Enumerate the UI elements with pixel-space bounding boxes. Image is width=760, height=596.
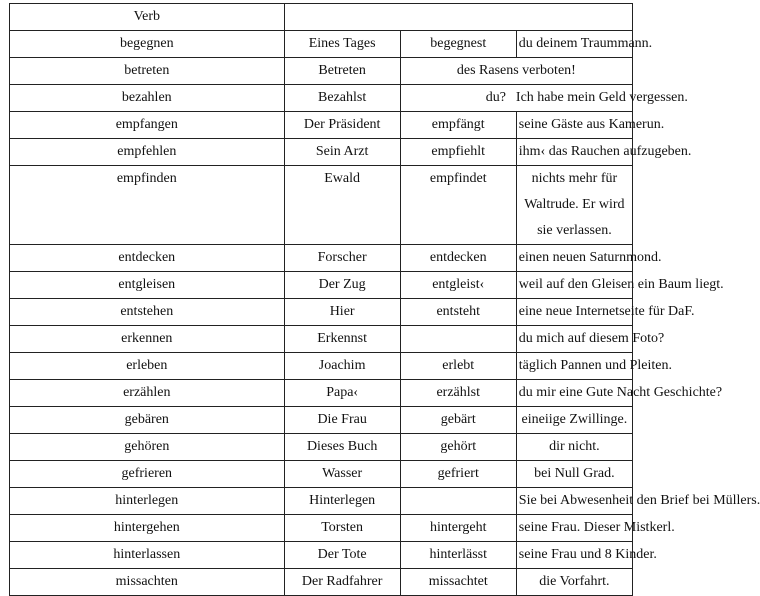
cell-verb: missachten bbox=[10, 569, 285, 596]
table-row bbox=[10, 272, 633, 299]
table-header-row bbox=[10, 4, 633, 31]
cell-rest: ihm‹ das Rauchen aufzugeben. bbox=[516, 139, 632, 166]
cell-merged bbox=[400, 85, 688, 112]
table-row bbox=[10, 488, 633, 515]
cell-form bbox=[400, 488, 516, 515]
cell-verb: hintergehen bbox=[10, 515, 285, 542]
cell-verb: empfehlen bbox=[10, 139, 285, 166]
cell-form: entdecken bbox=[400, 245, 516, 272]
cell-subject: Papa‹ bbox=[284, 380, 400, 407]
cell-rest: eine neue Internetseite für DaF. bbox=[516, 299, 632, 326]
table-row bbox=[10, 407, 633, 434]
table-row bbox=[10, 542, 633, 569]
cell-subject: Erkennst bbox=[284, 326, 400, 353]
cell-form: erlebt bbox=[400, 353, 516, 380]
cell-form: entgleist‹ bbox=[400, 272, 516, 299]
cell-subject: Dieses Buch bbox=[284, 434, 400, 461]
cell-verb: entstehen bbox=[10, 299, 285, 326]
table-row bbox=[10, 380, 633, 407]
cell-subject: Der Präsident bbox=[284, 112, 400, 139]
cell-subject: Eines Tages bbox=[284, 31, 400, 58]
cell-subject: Der Zug bbox=[284, 272, 400, 299]
cell-verb: entdecken bbox=[10, 245, 285, 272]
table-row bbox=[10, 85, 633, 112]
cell-verb: erkennen bbox=[10, 326, 285, 353]
cell-verb: empfinden bbox=[10, 166, 285, 245]
cell-verb: betreten bbox=[10, 58, 285, 85]
table-row bbox=[10, 139, 633, 166]
cell-form: hintergeht bbox=[400, 515, 516, 542]
cell-subject: Hier bbox=[284, 299, 400, 326]
cell-form: du? bbox=[485, 90, 506, 105]
cell-rest: des Rasens verboten! bbox=[400, 58, 632, 85]
cell-rest: einen neuen Saturnmond. bbox=[516, 245, 632, 272]
table-row bbox=[10, 569, 633, 596]
cell-verb: gehören bbox=[10, 434, 285, 461]
cell-rest: seine Frau und 8 Kinder. bbox=[516, 542, 632, 569]
cell-subject: Sein Arzt bbox=[284, 139, 400, 166]
header-empty bbox=[284, 4, 632, 31]
cell-rest: du mir eine Gute Nacht Geschichte? bbox=[516, 380, 632, 407]
cell-form bbox=[400, 326, 516, 353]
cell-form: begegnest bbox=[400, 31, 516, 58]
cell-rest: du deinem Traummann. bbox=[516, 31, 632, 58]
cell-subject: Der Tote bbox=[284, 542, 400, 569]
cell-rest: eineiige Zwillinge. bbox=[516, 407, 632, 434]
cell-verb: erzählen bbox=[10, 380, 285, 407]
verb-table bbox=[9, 3, 760, 596]
cell-form: gehört bbox=[400, 434, 516, 461]
cell-rest: seine Gäste aus Kamerun. bbox=[516, 112, 632, 139]
cell-form: empfängt bbox=[400, 112, 516, 139]
cell-subject: Betreten bbox=[284, 58, 400, 85]
cell-subject: Bezahlst bbox=[284, 85, 400, 112]
cell-rest: nichts mehr für Waltrude. Er wird sie verlassen. bbox=[516, 166, 632, 245]
cell-form: missachtet bbox=[400, 569, 516, 596]
cell-verb: erleben bbox=[10, 353, 285, 380]
cell-subject: Joachim bbox=[284, 353, 400, 380]
cell-form: hinterlässt bbox=[400, 542, 516, 569]
cell-rest: dir nicht. bbox=[516, 434, 632, 461]
cell-subject: Ewald bbox=[284, 166, 400, 245]
cell-form: erzählst bbox=[400, 380, 516, 407]
table-row bbox=[10, 515, 633, 542]
cell-subject: Hinterlegen bbox=[284, 488, 400, 515]
cell-verb: begegnen bbox=[10, 31, 285, 58]
cell-verb: hinterlassen bbox=[10, 542, 285, 569]
cell-rest: die Vorfahrt. bbox=[516, 569, 632, 596]
cell-form: gefriert bbox=[400, 461, 516, 488]
cell-form: empfiehlt bbox=[400, 139, 516, 166]
cell-subject: Forscher bbox=[284, 245, 400, 272]
table-row bbox=[10, 166, 633, 245]
table-row bbox=[10, 112, 633, 139]
table-row bbox=[10, 326, 633, 353]
cell-rest: täglich Pannen und Pleiten. bbox=[516, 353, 632, 380]
cell-rest: bei Null Grad. bbox=[516, 461, 632, 488]
table-row bbox=[10, 58, 633, 85]
cell-rest: du mich auf diesem Foto? bbox=[516, 326, 632, 353]
cell-verb: gefrieren bbox=[10, 461, 285, 488]
cell-rest: weil auf den Gleisen ein Baum liegt. bbox=[516, 272, 632, 299]
cell-form: entsteht bbox=[400, 299, 516, 326]
table-row bbox=[10, 461, 633, 488]
cell-rest: seine Frau. Dieser Mistkerl. bbox=[516, 515, 632, 542]
cell-subject: Torsten bbox=[284, 515, 400, 542]
table-row bbox=[10, 299, 633, 326]
cell-verb: bezahlen bbox=[10, 85, 285, 112]
cell-verb: entgleisen bbox=[10, 272, 285, 299]
cell-verb: gebären bbox=[10, 407, 285, 434]
table-row bbox=[10, 245, 633, 272]
cell-form: empfindet bbox=[400, 166, 516, 245]
cell-rest: Sie bei Abwesenheit den Brief bei Müllers. bbox=[516, 488, 632, 515]
cell-subject: Der Radfahrer bbox=[284, 569, 400, 596]
cell-subject: Wasser bbox=[284, 461, 400, 488]
table-row bbox=[10, 434, 633, 461]
cell-subject: Die Frau bbox=[284, 407, 400, 434]
table-row bbox=[10, 353, 633, 380]
table-row bbox=[10, 31, 633, 58]
cell-verb: empfangen bbox=[10, 112, 285, 139]
header-verb: Verb bbox=[10, 4, 285, 31]
cell-verb: hinterlegen bbox=[10, 488, 285, 515]
cell-rest: Ich habe mein Geld vergessen. bbox=[515, 90, 688, 105]
cell-form: gebärt bbox=[400, 407, 516, 434]
